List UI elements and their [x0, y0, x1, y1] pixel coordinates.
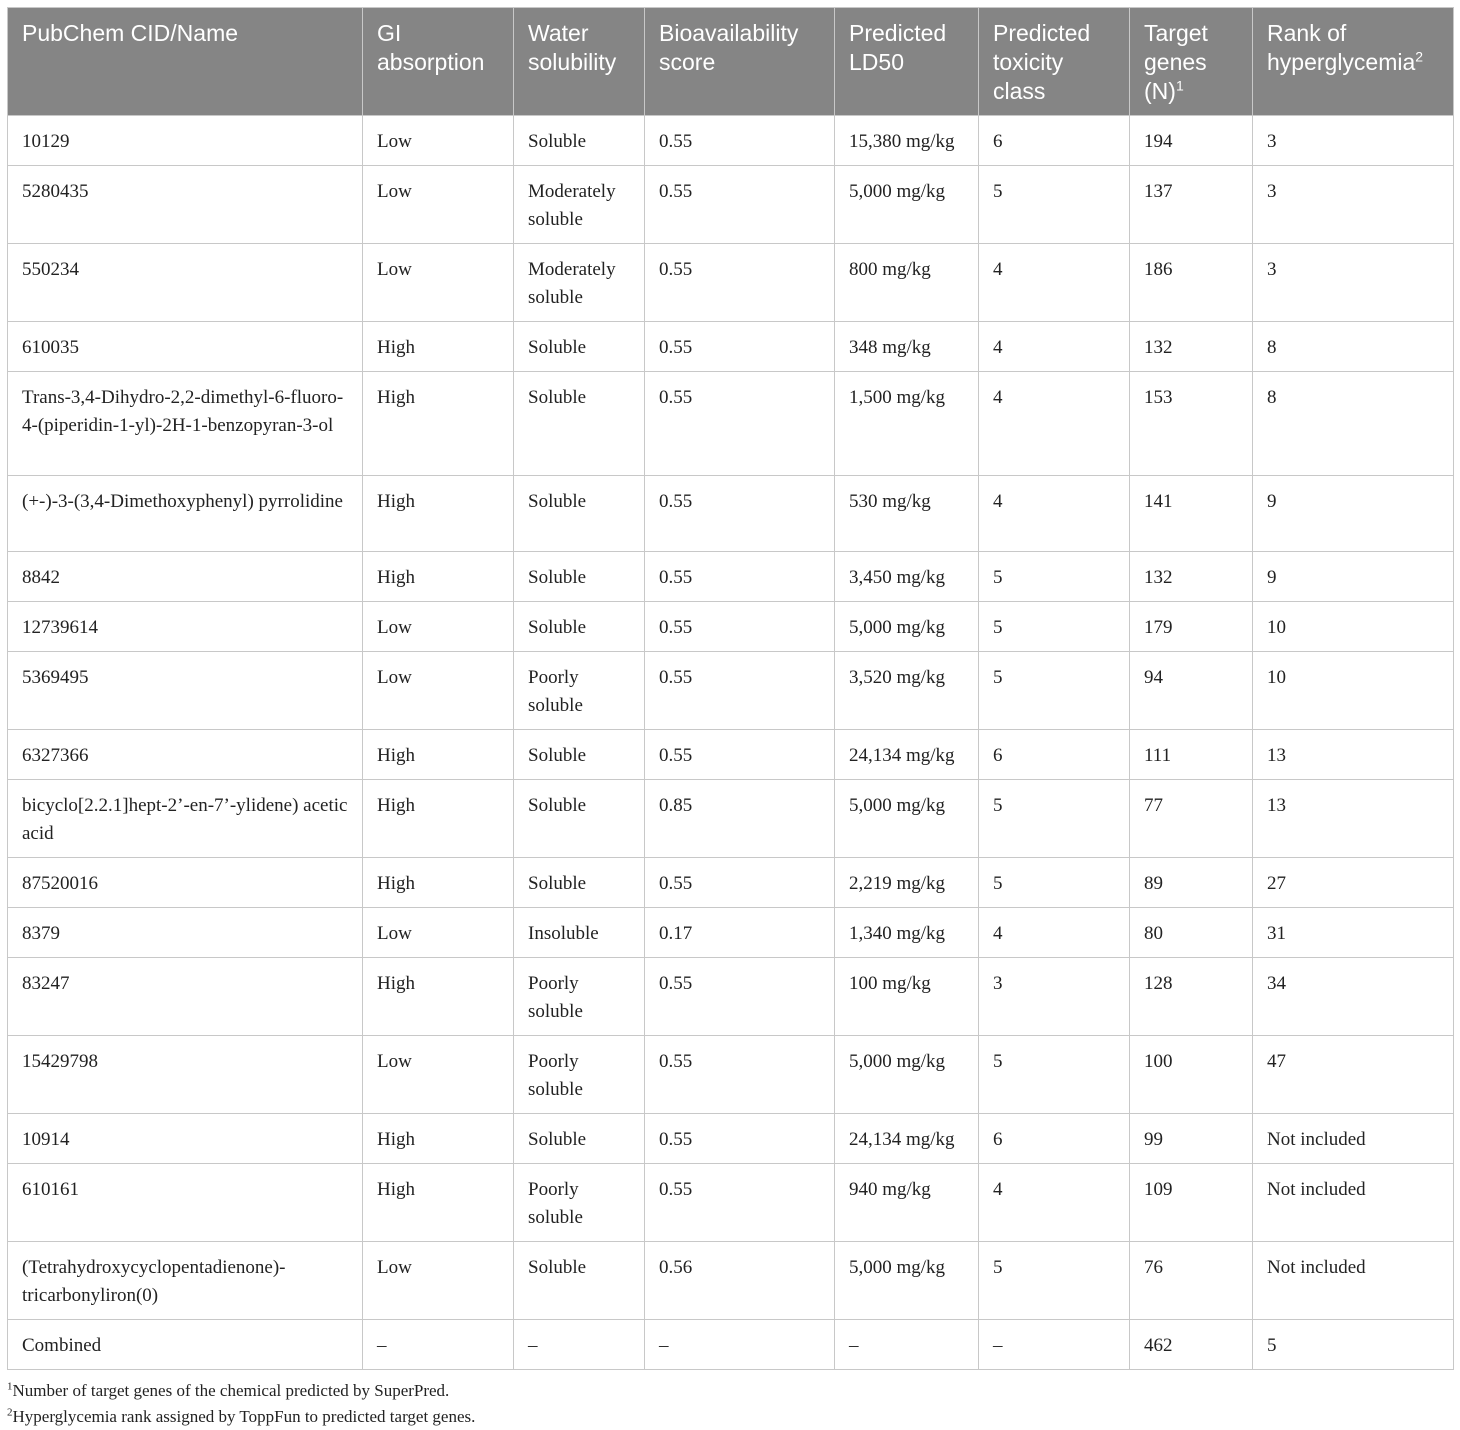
cell-bioavailability: 0.17 — [645, 908, 835, 958]
table-figure — [7, 7, 1453, 1430]
cell-toxicity: 5 — [979, 1036, 1130, 1114]
cell-cid-name: Trans-3,4-Dihydro-2,2-dimethyl-6-fluoro-4-(piperidin-1-yl)-2H-1-benzopyran-3-ol — [8, 372, 363, 476]
footnotes — [7, 1378, 1453, 1430]
cell-ld50: 5,000 mg/kg — [835, 1036, 979, 1114]
table-row — [8, 1242, 1454, 1320]
cell-rank: 3 — [1253, 244, 1454, 322]
cell-ld50: – — [835, 1320, 979, 1370]
cell-gi: Low — [363, 1036, 514, 1114]
cell-toxicity: 6 — [979, 730, 1130, 780]
cell-cid-name: Combined — [8, 1320, 363, 1370]
cell-cid-name: bicyclo[2.2.1]hept-2’-en-7’-ylidene) acetic acid — [8, 780, 363, 858]
cell-rank: 13 — [1253, 780, 1454, 858]
cell-rank: 13 — [1253, 730, 1454, 780]
cell-gi: High — [363, 780, 514, 858]
cell-cid-name: 10914 — [8, 1114, 363, 1164]
cell-ld50: 940 mg/kg — [835, 1164, 979, 1242]
cell-target-genes: 99 — [1130, 1114, 1253, 1164]
cell-bioavailability: 0.55 — [645, 116, 835, 166]
cell-bioavailability: 0.55 — [645, 602, 835, 652]
cell-toxicity: 3 — [979, 958, 1130, 1036]
cell-target-genes: 153 — [1130, 372, 1253, 476]
cell-ld50: 5,000 mg/kg — [835, 1242, 979, 1320]
cell-bioavailability: 0.85 — [645, 780, 835, 858]
cell-cid-name: 15429798 — [8, 1036, 363, 1114]
cell-solubility: Soluble — [514, 1242, 645, 1320]
footnote-2-mark: 2 — [7, 1406, 13, 1419]
cell-target-genes: 89 — [1130, 858, 1253, 908]
table-row — [8, 244, 1454, 322]
cell-gi: High — [363, 552, 514, 602]
cell-gi: Low — [363, 908, 514, 958]
cell-target-genes: 137 — [1130, 166, 1253, 244]
cell-toxicity: 4 — [979, 244, 1130, 322]
cell-toxicity: 4 — [979, 322, 1130, 372]
cell-solubility: Moderately soluble — [514, 244, 645, 322]
cell-gi: Low — [363, 244, 514, 322]
table-row — [8, 958, 1454, 1036]
cell-gi: High — [363, 958, 514, 1036]
cell-toxicity: 5 — [979, 166, 1130, 244]
cell-gi: Low — [363, 166, 514, 244]
cell-toxicity: 4 — [979, 476, 1130, 552]
table-row — [8, 858, 1454, 908]
cell-toxicity: 4 — [979, 372, 1130, 476]
cell-solubility: Poorly soluble — [514, 652, 645, 730]
header-bioavailability: Bioavailability score — [645, 8, 835, 116]
header-target-genes-sup: 1 — [1175, 77, 1184, 94]
cell-ld50: 100 mg/kg — [835, 958, 979, 1036]
cell-ld50: 348 mg/kg — [835, 322, 979, 372]
cell-target-genes: 128 — [1130, 958, 1253, 1036]
cell-rank: 9 — [1253, 552, 1454, 602]
cell-bioavailability: 0.55 — [645, 1036, 835, 1114]
footnote-1-text: Number of target genes of the chemical predicted by SuperPred. — [12, 1381, 450, 1400]
cell-toxicity: 5 — [979, 552, 1130, 602]
table-row — [8, 116, 1454, 166]
cell-toxicity: 5 — [979, 602, 1130, 652]
cell-cid-name: 550234 — [8, 244, 363, 322]
cell-bioavailability: 0.55 — [645, 1114, 835, 1164]
table-row — [8, 780, 1454, 858]
header-row — [8, 8, 1454, 116]
cell-cid-name: 12739614 — [8, 602, 363, 652]
cell-bioavailability: 0.55 — [645, 552, 835, 602]
cell-gi: Low — [363, 652, 514, 730]
header-ld50: Predicted LD50 — [835, 8, 979, 116]
cell-bioavailability: 0.55 — [645, 476, 835, 552]
cell-ld50: 1,340 mg/kg — [835, 908, 979, 958]
cell-target-genes: 77 — [1130, 780, 1253, 858]
cell-solubility: Soluble — [514, 858, 645, 908]
cell-target-genes: 80 — [1130, 908, 1253, 958]
cell-rank: 10 — [1253, 652, 1454, 730]
cell-toxicity: 5 — [979, 780, 1130, 858]
cell-toxicity: 5 — [979, 652, 1130, 730]
cell-bioavailability: 0.56 — [645, 1242, 835, 1320]
header-gi-absorption: GI absorption — [363, 8, 514, 116]
cell-gi: Low — [363, 116, 514, 166]
cell-bioavailability: – — [645, 1320, 835, 1370]
cell-target-genes: 76 — [1130, 1242, 1253, 1320]
cell-target-genes: 186 — [1130, 244, 1253, 322]
table-row — [8, 372, 1454, 476]
cell-cid-name: (Tetrahydroxycyclopentadienone)-tricarbonyliron(0) — [8, 1242, 363, 1320]
cell-gi: High — [363, 1114, 514, 1164]
table-row — [8, 1036, 1454, 1114]
cell-solubility: Insoluble — [514, 908, 645, 958]
cell-ld50: 24,134 mg/kg — [835, 730, 979, 780]
cell-bioavailability: 0.55 — [645, 166, 835, 244]
table-row — [8, 652, 1454, 730]
cell-cid-name: 610161 — [8, 1164, 363, 1242]
cell-solubility: Soluble — [514, 1114, 645, 1164]
cell-cid-name: 6327366 — [8, 730, 363, 780]
cell-gi: High — [363, 476, 514, 552]
cell-rank: 47 — [1253, 1036, 1454, 1114]
cell-toxicity: 6 — [979, 1114, 1130, 1164]
header-hyperglycemia-label: Rank of hyperglycemia — [1267, 20, 1416, 75]
cell-rank: 9 — [1253, 476, 1454, 552]
cell-toxicity: 5 — [979, 1242, 1130, 1320]
table-row — [8, 908, 1454, 958]
cell-bioavailability: 0.55 — [645, 244, 835, 322]
header-target-genes — [1130, 8, 1253, 116]
cell-target-genes: 94 — [1130, 652, 1253, 730]
cell-ld50: 1,500 mg/kg — [835, 372, 979, 476]
cell-gi: High — [363, 1164, 514, 1242]
cell-cid-name: 83247 — [8, 958, 363, 1036]
cell-toxicity: 4 — [979, 1164, 1130, 1242]
cell-target-genes: 100 — [1130, 1036, 1253, 1114]
table-row — [8, 552, 1454, 602]
cell-gi: High — [363, 372, 514, 476]
cell-cid-name: 610035 — [8, 322, 363, 372]
cell-gi: – — [363, 1320, 514, 1370]
cell-toxicity: 6 — [979, 116, 1130, 166]
cell-target-genes: 141 — [1130, 476, 1253, 552]
cell-cid-name: 8379 — [8, 908, 363, 958]
cell-toxicity: 5 — [979, 858, 1130, 908]
cell-solubility: Soluble — [514, 552, 645, 602]
footnote-2-text: Hyperglycemia rank assigned by ToppFun to predicted target genes. — [12, 1407, 476, 1426]
table-row — [8, 1320, 1454, 1370]
cell-rank: Not included — [1253, 1114, 1454, 1164]
cell-rank: 10 — [1253, 602, 1454, 652]
cell-bioavailability: 0.55 — [645, 730, 835, 780]
cell-solubility: Moderately soluble — [514, 166, 645, 244]
cell-gi: High — [363, 322, 514, 372]
cell-rank: 34 — [1253, 958, 1454, 1036]
cell-rank: 27 — [1253, 858, 1454, 908]
cell-solubility: – — [514, 1320, 645, 1370]
cell-cid-name: 10129 — [8, 116, 363, 166]
header-hyperglycemia-rank — [1253, 8, 1454, 116]
cell-target-genes: 462 — [1130, 1320, 1253, 1370]
cell-ld50: 530 mg/kg — [835, 476, 979, 552]
cell-bioavailability: 0.55 — [645, 372, 835, 476]
table-row — [8, 1164, 1454, 1242]
cell-ld50: 5,000 mg/kg — [835, 780, 979, 858]
footnote-1 — [7, 1378, 1453, 1404]
cell-cid-name: 5369495 — [8, 652, 363, 730]
cell-bioavailability: 0.55 — [645, 858, 835, 908]
cell-target-genes: 194 — [1130, 116, 1253, 166]
cell-ld50: 24,134 mg/kg — [835, 1114, 979, 1164]
cell-solubility: Soluble — [514, 602, 645, 652]
cell-target-genes: 132 — [1130, 552, 1253, 602]
header-toxicity-class: Predicted toxicity class — [979, 8, 1130, 116]
footnote-2 — [7, 1404, 1453, 1430]
cell-gi: Low — [363, 602, 514, 652]
header-hyperglycemia-sup: 2 — [1415, 48, 1424, 65]
cell-rank: 8 — [1253, 372, 1454, 476]
cell-solubility: Soluble — [514, 372, 645, 476]
cell-cid-name: 87520016 — [8, 858, 363, 908]
cell-bioavailability: 0.55 — [645, 1164, 835, 1242]
cell-rank: 31 — [1253, 908, 1454, 958]
table-row — [8, 1114, 1454, 1164]
cell-solubility: Soluble — [514, 476, 645, 552]
header-target-genes-label: Target genes (N) — [1144, 20, 1208, 104]
cell-target-genes: 111 — [1130, 730, 1253, 780]
cell-bioavailability: 0.55 — [645, 322, 835, 372]
cell-toxicity: 4 — [979, 908, 1130, 958]
cell-rank: Not included — [1253, 1164, 1454, 1242]
cell-target-genes: 132 — [1130, 322, 1253, 372]
cell-gi: Low — [363, 1242, 514, 1320]
cell-cid-name: 5280435 — [8, 166, 363, 244]
header-cid-name: PubChem CID/Name — [8, 8, 363, 116]
cell-rank: Not included — [1253, 1242, 1454, 1320]
cell-solubility: Poorly soluble — [514, 1164, 645, 1242]
cell-target-genes: 109 — [1130, 1164, 1253, 1242]
compound-table — [7, 7, 1454, 1370]
cell-ld50: 5,000 mg/kg — [835, 602, 979, 652]
cell-ld50: 2,219 mg/kg — [835, 858, 979, 908]
cell-cid-name: 8842 — [8, 552, 363, 602]
table-row — [8, 166, 1454, 244]
cell-gi: High — [363, 858, 514, 908]
footnote-1-mark: 1 — [7, 1380, 13, 1393]
table-row — [8, 730, 1454, 780]
cell-rank: 3 — [1253, 116, 1454, 166]
cell-cid-name: (+-)-3-(3,4-Dimethoxyphenyl) pyrrolidine — [8, 476, 363, 552]
header-water-solubility: Water solubility — [514, 8, 645, 116]
cell-bioavailability: 0.55 — [645, 652, 835, 730]
table-row — [8, 476, 1454, 552]
cell-rank: 3 — [1253, 166, 1454, 244]
table-row — [8, 322, 1454, 372]
cell-bioavailability: 0.55 — [645, 958, 835, 1036]
cell-solubility: Poorly soluble — [514, 958, 645, 1036]
cell-target-genes: 179 — [1130, 602, 1253, 652]
cell-toxicity: – — [979, 1320, 1130, 1370]
cell-solubility: Soluble — [514, 730, 645, 780]
cell-ld50: 800 mg/kg — [835, 244, 979, 322]
cell-ld50: 3,520 mg/kg — [835, 652, 979, 730]
cell-solubility: Soluble — [514, 322, 645, 372]
table-row — [8, 602, 1454, 652]
cell-rank: 5 — [1253, 1320, 1454, 1370]
cell-ld50: 15,380 mg/kg — [835, 116, 979, 166]
cell-gi: High — [363, 730, 514, 780]
cell-rank: 8 — [1253, 322, 1454, 372]
cell-ld50: 5,000 mg/kg — [835, 166, 979, 244]
cell-ld50: 3,450 mg/kg — [835, 552, 979, 602]
cell-solubility: Poorly soluble — [514, 1036, 645, 1114]
cell-solubility: Soluble — [514, 780, 645, 858]
cell-solubility: Soluble — [514, 116, 645, 166]
